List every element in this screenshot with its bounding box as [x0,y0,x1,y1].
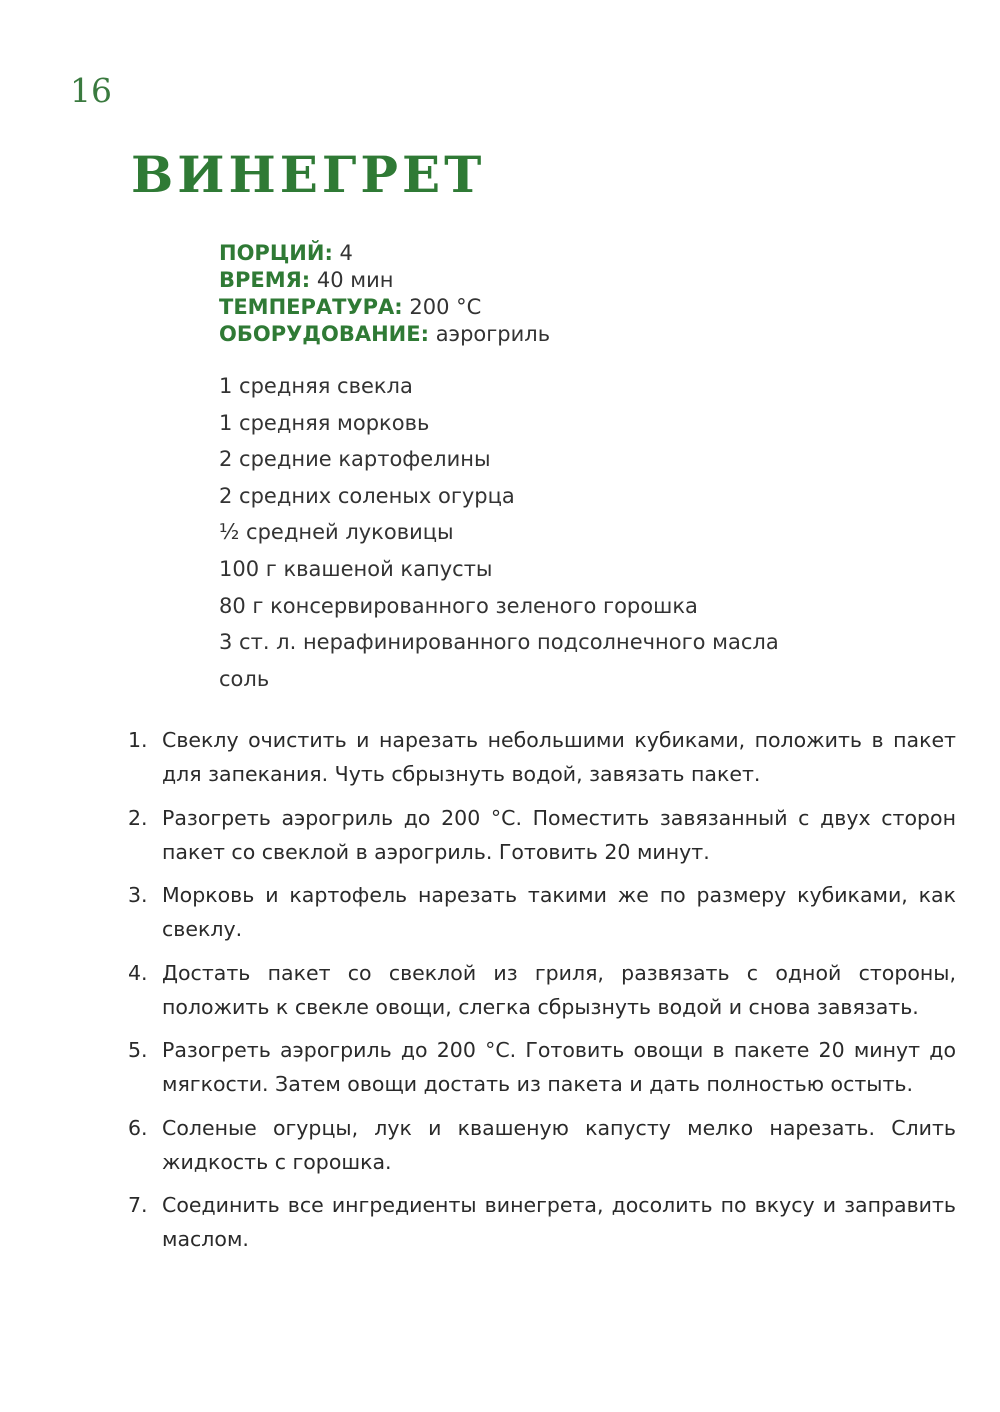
ingredients-list [219,368,779,697]
ingredient-item: соль [219,666,270,691]
step-number: 7. [128,1193,148,1217]
step-number: 4. [128,960,148,985]
step-number: 1. [128,728,148,752]
step-text: Разогреть аэрогриль до 200 °С. Поместить завязанный с двух сторон пакет со свеклой в аэрогриль. Готовить 20 минут. [162,805,956,864]
page-number: 16 [70,71,112,110]
step-item [128,723,956,791]
meta-label: ТЕМПЕРАТУРА: [219,295,403,319]
step-item [128,956,956,1024]
ingredient-item: 2 средние картофелины [219,447,491,472]
meta-value: аэрогриль [435,322,551,346]
step-number: 2. [128,805,148,830]
meta-servings [219,240,550,267]
ingredient-item: ½ средней луковицы [219,520,454,545]
meta-time [219,267,550,294]
step-item [128,801,956,869]
ingredient-item: 1 средняя свекла [219,374,413,398]
step-text: Соленые огурцы, лук и квашеную капусту мелко нарезать. Слить жидкость с горошка. [162,1115,956,1174]
recipe-meta [219,240,550,348]
recipe-title: ВИНЕГРЕТ [131,145,486,204]
step-text: Разогреть аэрогриль до 200 °С. Готовить овощи в пакете 20 минут до мягкости. Затем овощи достать из пакета и дать полностью остыть. [162,1038,956,1096]
meta-equipment [219,321,550,348]
meta-label: ВРЕМЯ: [219,268,311,292]
step-number: 3. [128,883,148,907]
step-item [128,1111,956,1179]
ingredient-item: 3 ст. л. нерафинированного подсолнечного масла [219,630,779,655]
meta-label: ОБОРУДОВАНИЕ: [219,322,429,346]
step-number: 6. [128,1115,148,1140]
meta-value: 40 мин [316,268,394,292]
step-item [128,1033,956,1101]
meta-label: ПОРЦИЙ: [219,241,333,265]
step-number: 5. [128,1038,148,1062]
ingredient-item: 2 средних соленых огурца [219,483,515,508]
ingredient-item: 80 г консервированного зеленого горошка [219,593,698,618]
step-text: Свеклу очистить и нарезать небольшими кубиками, положить в пакет для запекания. Чуть сбрызнуть водой, завязать пакет. [162,728,956,786]
step-text: Соединить все ингредиенты винегрета, досолить по вкусу и заправить маслом. [162,1193,956,1251]
ingredient-item: 100 г квашеной капусты [219,556,493,581]
steps-list [128,723,956,1266]
step-text: Морковь и картофель нарезать такими же по размеру кубиками, как свеклу. [162,883,956,941]
meta-value: 4 [339,241,353,265]
meta-temperature [219,294,550,321]
ingredient-item: 1 средняя морковь [219,410,430,435]
step-item [128,1188,956,1256]
step-text: Достать пакет со свеклой из гриля, развязать с одной стороны, положить к свекле овощи, слегка сбрызнуть водой и снова завязать. [162,960,956,1019]
meta-value: 200 °С [409,295,482,319]
step-item [128,878,956,946]
